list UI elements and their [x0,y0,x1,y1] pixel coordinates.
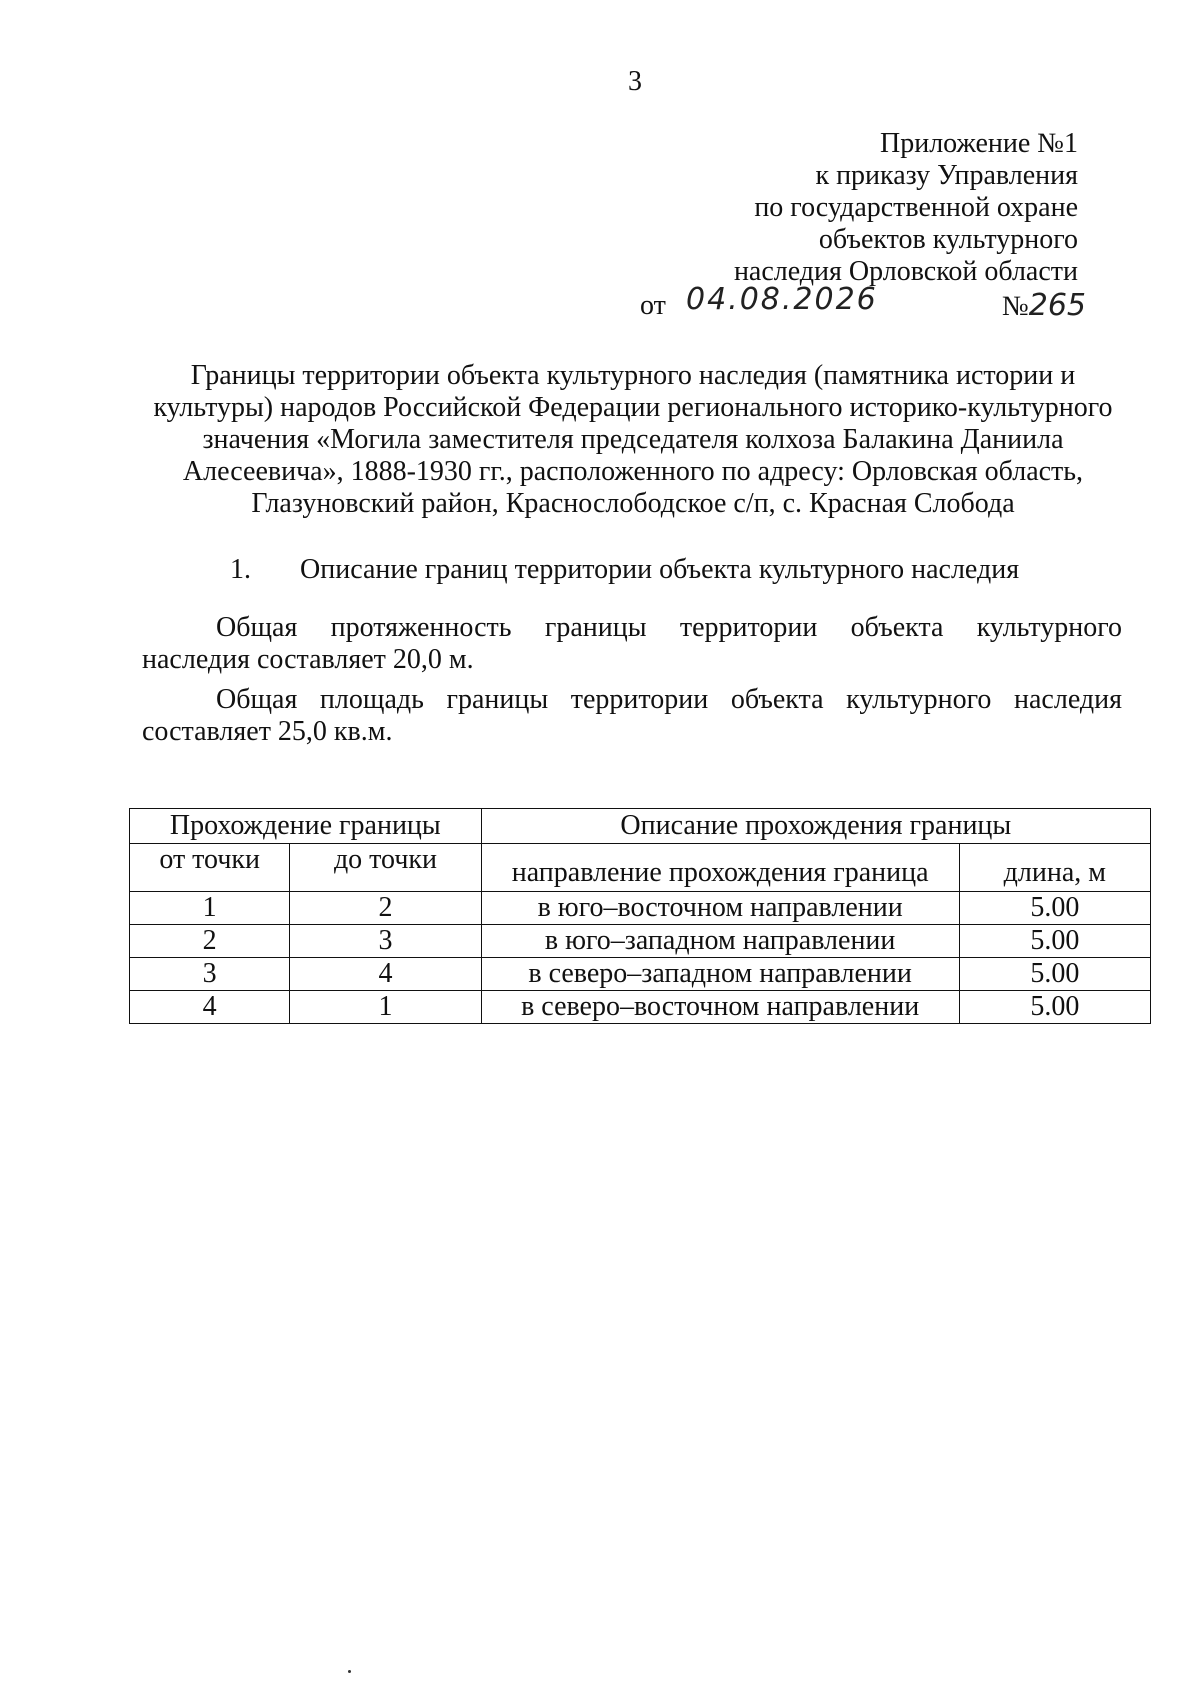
scan-dot-mark [348,1670,351,1673]
order-number [1002,290,1086,323]
table-header-row [130,844,1151,892]
cell-length: 5.00 [959,892,1150,925]
number-label: № [1002,291,1029,322]
title-line: Алесеевича», 1888-1930 гг., расположенного по адресу: Орловская область, [182,456,1084,487]
order-date-number-line [558,282,1086,328]
cell-from-point: 3 [130,958,290,991]
cell-length: 5.00 [959,991,1150,1024]
paragraph-total-area [142,684,1122,748]
group-header-boundary-description: Описание прохождения границы [481,809,1150,844]
cell-from-point: 4 [130,991,290,1024]
appendix-line: объектов культурного [818,224,1078,255]
header-from-point: от точки [130,844,290,892]
title-line: Глазуновский район, Краснослободское с/п, с. Красная Слобода [251,488,1015,519]
header-length: длина, м [959,844,1150,892]
appendix-line: наследия Орловской области [733,256,1078,287]
group-header-boundary-passage: Прохождение границы [130,809,482,844]
document-title [138,360,1128,520]
cell-direction: в юго–западном направлении [481,925,959,958]
paragraph-line: наследия составляет 20,0 м. [142,644,474,675]
cell-length: 5.00 [959,925,1150,958]
cell-from-point: 2 [130,925,290,958]
header-direction: направление прохождения граница [481,844,959,892]
cell-direction: в северо–западном направлении [481,958,959,991]
appendix-line: Приложение №1 [880,128,1078,159]
table-row [130,925,1151,958]
section-number: 1. [230,554,251,585]
handwritten-number: 265 [1028,288,1086,323]
handwritten-date: 04.08.2026 [686,282,878,317]
page-number: 3 [628,66,642,97]
paragraph-line: составляет 25,0 кв.м. [142,716,393,747]
appendix-line: к приказу Управления [815,160,1078,191]
table-row [130,958,1151,991]
title-line: значения «Могила заместителя председателя колхоза Балакина Даниила [202,424,1064,455]
table-group-header-row [130,809,1151,844]
cell-length: 5.00 [959,958,1150,991]
table-row [130,991,1151,1024]
from-label: от [640,290,666,321]
cell-to-point: 3 [290,925,481,958]
cell-direction: в северо–восточном направлении [481,991,959,1024]
table-row [130,892,1151,925]
section-heading-text: Описание границ территории объекта культурного наследия [300,554,1020,585]
cell-to-point: 1 [290,991,481,1024]
paragraph-line: Общая протяженность границы территории объекта культурного [216,612,1122,643]
paragraph-total-length [142,612,1122,676]
boundary-table [129,808,1151,1024]
appendix-block [558,128,1086,328]
section-heading [230,554,1019,586]
title-line: культуры) народов Российской Федерации регионального историко-культурного [153,392,1113,423]
cell-to-point: 2 [290,892,481,925]
paragraph-line: Общая площадь границы территории объекта культурного наследия [216,684,1122,715]
cell-to-point: 4 [290,958,481,991]
header-to-point: до точки [290,844,481,892]
appendix-line: по государственной охране [754,192,1078,223]
cell-from-point: 1 [130,892,290,925]
title-line: Границы территории объекта культурного наследия (памятника истории и [190,360,1076,391]
cell-direction: в юго–восточном направлении [481,892,959,925]
